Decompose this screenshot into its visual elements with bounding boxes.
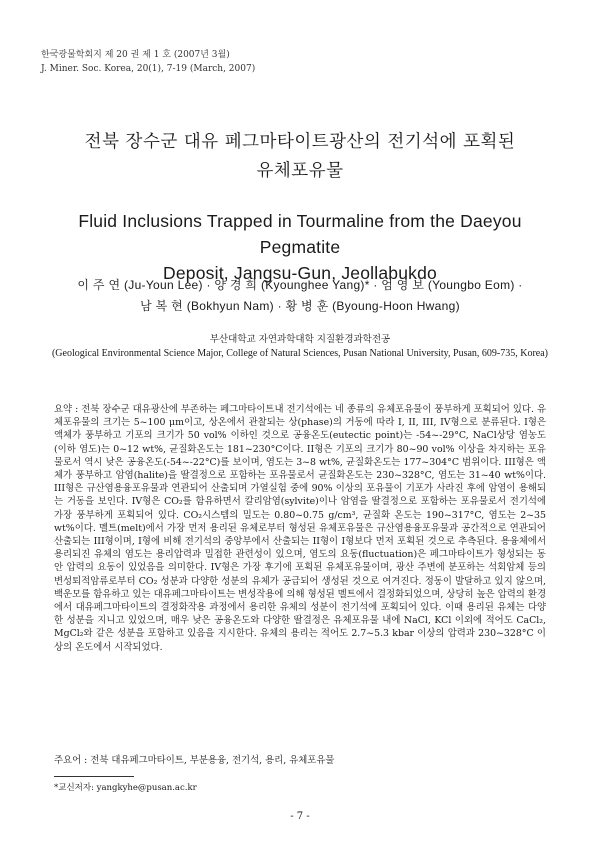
title-korean	[60, 128, 540, 186]
title-en-line-1: Fluid Inclusions Trapped in Tourmaline from the Daeyou Pegmatite	[78, 211, 522, 257]
keywords-label: 주요어 :	[54, 755, 91, 766]
abstract	[54, 403, 546, 654]
author-list	[40, 275, 560, 317]
affiliation-ko: 부산대학교 자연과학대학 지질환경과학전공	[209, 334, 391, 345]
authors-line-2: 남 복 현 (Bokhyun Nam) · 황 병 훈 (Byoung-Hoon Hwang)	[140, 299, 460, 313]
abstract-text: 전북 장수군 대유광산에 부존하는 페그마타이트내 전기석에는 네 종류의 유체포유물이 풍부하게 포획되어 있다. 유체포유물의 크기는 5~100 μm이고, 상온에서 관찰되는 상(phase)의 거동에 따라 I, II, III, IV형으로 분류된다. I형은 액체가 풍부하고 기포의 크기가 50 vol% 이하인 것으로 공융온도(eutectic point)는 -54~-29°C, NaCl상당 염농도(이하 염도)는 0~12 wt%, 균질화온도는 181~230°C이다. II형은 기포의 크기가 80~90 vol% 이상을 차지하는 포유물로서 역시 낮은 공융온도(-54~-22°C)를 보이며, 염도는 3~8 wt%, 균질화온도는 177~304°C 범위이다. III형은 액체가 풍부하고 암염(halite)을 딸결정으로 포함하는 포유물로서 균질화온도는 230~328°C, 염도는 31~40 wt%이다. III형은 규산염용융포유물과 연관되어 산출되며 가열실험 중에 90% 이상의 포유물이 기포가 사라진 후에 암염이 용해되는 거동을 보인다. IV형은 CO₂를 함유하면서 칼리암염(sylvite)이나 암염을 딸결정으로 포함하는 포유물로서 전기석에 가장 풍부하게 포획되어 있다. CO₂시스템의 밀도는 0.80~0.75 g/cm³, 균질화 온도는 190~317°C, 염도는 2~35 wt%이다. 멜트(melt)에서 가장 먼저 용리된 유체로부터 형성된 유체포유물은 규산염용융포유물과 공간적으로 연관되어 산출되는 III형이며, I형에 비해 전기석의 중앙부에서 산출되는 II형이 I형보다 먼저 포획된 것으로 추측된다. 용융체에서 용리되진 유체의 염도는 용리압력과 밀접한 관련성이 있으며, 염도의 요동(fluctuation)은 페그마타이트가 형성되는 동안 압력의 요동이 있었음을 의미한다. IV형은 가장 후기에 포획된 유체포유물이며, 광산 주변에 분포하는 석회암체 등의 변성퇴적암류로부터 CO₂ 성분과 다양한 성분의 유체가 공급되어 생성된 것으로 여겨진다. 정동이 발달하고 있지 않으며, 백운모를 함유하고 있는 대유페그마타이트는 변성작용에 의해 형성된 멜트에서 결정화되었으며, 상당히 높은 압력의 환경에서 대유페그마타이트의 결정화작용 과정에서 용리한 유체의 성분이 전기석에 포획되어 있다. 이때 용리된 유체는 다양한 성분을 지니고 있었으며, 매우 낮은 공융온도와 다양한 딸결정은 유체포유물 내에 NaCl, KCl 이외에 적어도 CaCl₂, MgCl₂와 같은 성분을 포함하고 있음을 지시한다. 유체의 용리는 적어도 2.7~5.3 kbar 이상의 압력과 230~328°C 이상의 온도에서 시작되었다.	[54, 404, 547, 653]
journal-line-ko: 한국광물학회지 제 20 권 제 1 호 (2007년 3월)	[41, 50, 230, 60]
journal-line-en: J. Miner. Soc. Korea, 20(1), 7-19 (March, 2007)	[41, 64, 256, 74]
page-number: - 7 -	[290, 811, 310, 822]
title-ko-line-1: 전북 장수군 대유 페그마타이트광산의 전기석에 포획된	[84, 132, 516, 152]
footnote-divider	[54, 776, 134, 777]
journal-header	[41, 48, 255, 76]
abstract-label: 요약 :	[54, 404, 82, 415]
affiliation-en: (Geological Environmental Science Major, College of Natural Sciences, Pusan National University, Pusan, 609-735, Korea)	[51, 348, 549, 359]
title-en-line-2: Deposit, Jangsu-Gun, Jeollabukdo	[163, 263, 437, 283]
title-ko-line-2: 유체포유물	[256, 161, 344, 181]
keywords	[54, 754, 546, 767]
authors-line-1: 이 주 연 (Ju-Youn Lee) · 양 경 희 (Kyounghee Yang)* · 엄 영 보 (Youngbo Eom) ·	[77, 278, 523, 292]
affiliation	[44, 333, 556, 361]
keywords-text: 전북 대유페그마타이트, 부분용융, 전기석, 용리, 유체포유물	[90, 755, 335, 766]
corresponding-author-footnote: *교신저자: yangkyhe@pusan.ac.kr	[54, 783, 197, 793]
